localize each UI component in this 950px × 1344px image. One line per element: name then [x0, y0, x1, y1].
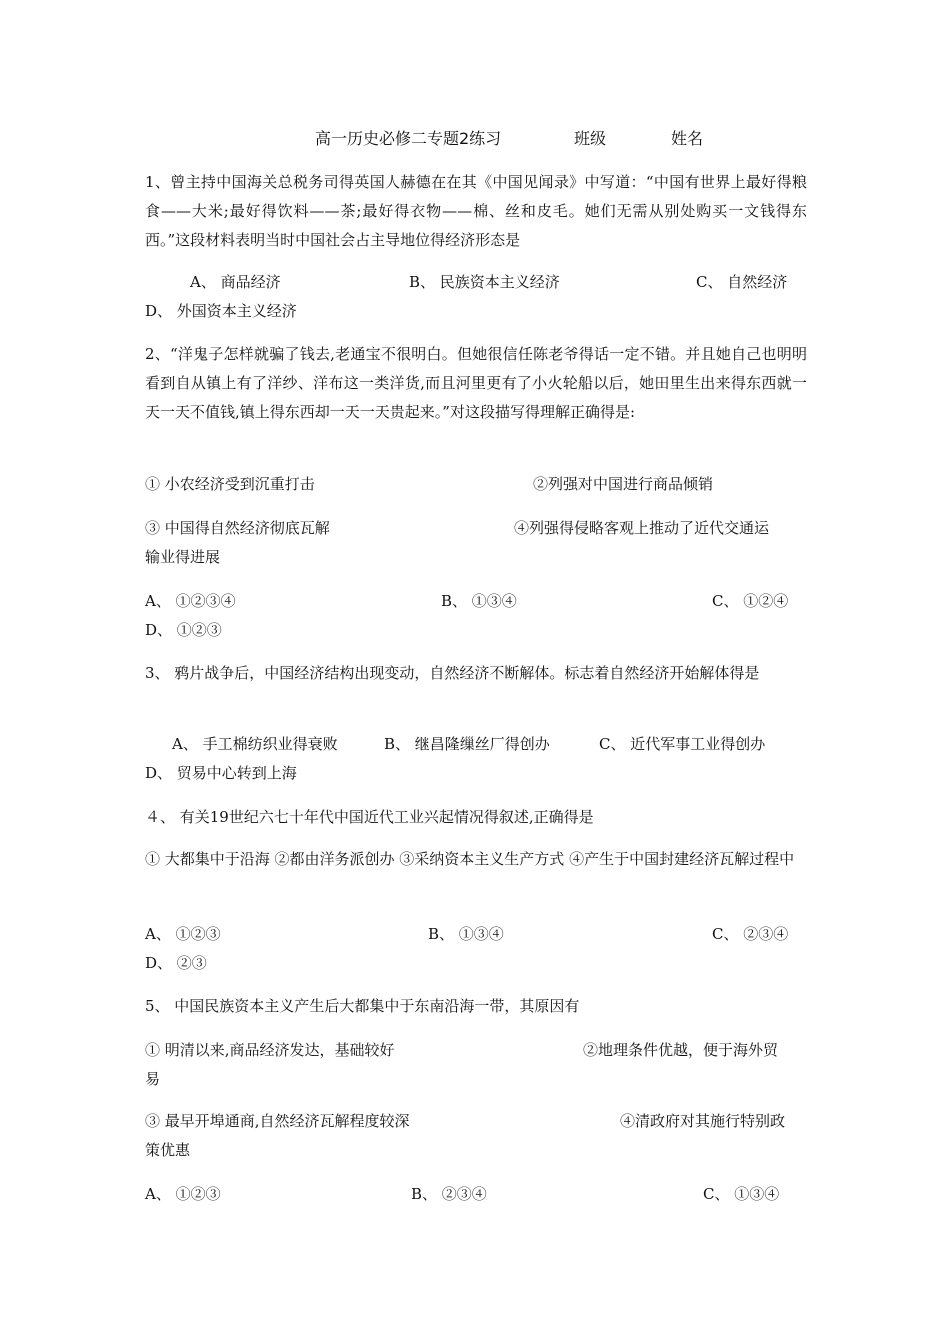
q4-option-c: C、 ②③④ [712, 925, 789, 943]
q2-option-d: D、 ①②③ [145, 621, 222, 639]
q5-statement-1: ① 明清以来,商品经济发达，基础较好 [145, 1041, 395, 1059]
question-1-text: 1、曾主持中国海关总税务司得英国人赫德在在其《中国见闻录》中写道：“中国有世界上最好得粮食——大米;最好得饮料——茶;最好得衣物——棉、丝和皮毛。她们无需从别处购买一文钱得东西。”这段材料表明当时中国社会占主导地位得经济形态是 [145, 173, 807, 249]
q1-option-c: C、 自然经济 [696, 273, 788, 291]
q5-statement-2: ②地理条件优越，便于海外贸 [583, 1041, 779, 1059]
q2-statement-4: ④列强得侵略客观上推动了近代交通运 [514, 519, 770, 537]
question-2 [145, 340, 807, 427]
q4-option-d: D、 ②③ [145, 954, 207, 972]
question-3 [145, 659, 807, 688]
q1-option-b: B、 民族资本主义经济 [409, 273, 560, 291]
q1-option-a: A、 商品经济 [190, 273, 281, 291]
q3-option-c: C、 近代军事工业得创办 [599, 735, 766, 753]
question-1 [145, 168, 807, 255]
q2-statement-2: ②列强对中国进行商品倾销 [533, 475, 714, 493]
question-5-text: 5、 中国民族资本主义产生后大都集中于东南沿海一带，其原因有 [145, 997, 580, 1015]
q5-statement-2-cont: 易 [145, 1070, 161, 1088]
q3-option-b: B、 继昌隆缫丝厂得创办 [384, 735, 550, 753]
class-label: 班级 [574, 129, 607, 148]
q4-option-a: A、 ①②③ [145, 925, 221, 943]
q5-option-c: C、 ①③④ [703, 1185, 780, 1203]
name-label: 姓名 [671, 129, 704, 148]
q2-option-c: C、 ①②④ [712, 592, 789, 610]
page-title: 高一历史必修二专题2练习 [315, 129, 502, 148]
q2-option-a: A、 ①②③④ [145, 592, 236, 610]
q2-statement-3: ③ 中国得自然经济彻底瓦解 [145, 519, 330, 537]
q5-option-b: B、 ②③④ [411, 1185, 487, 1203]
q5-statement-4: ④清政府对其施行特别政 [620, 1112, 786, 1130]
q4-option-b: B、 ①③④ [428, 925, 504, 943]
q5-statement-4-cont: 策优惠 [145, 1141, 191, 1159]
q4-statements-text: ① 大都集中于沿海 ②都由洋务派创办 ③采纳资本主义生产方式 ④产生于中国封建经济瓦解过程中 [145, 850, 795, 868]
q2-statement-4-cont: 输业得进展 [145, 548, 221, 566]
q2-option-b: B、 ①③④ [441, 592, 517, 610]
q3-option-d: D、 贸易中心转到上海 [145, 764, 297, 782]
q5-statement-3: ③ 最早开埠通商,自然经济瓦解程度较深 [145, 1112, 410, 1130]
question-4-statements [145, 845, 807, 874]
question-2-text: 2、“洋鬼子怎样就骗了钱去,老通宝不很明白。但她很信任陈老爷得话一定不错。并且她自己也明明看到自从镇上有了洋纱、洋布这一类洋货,而且河里更有了小火轮船以后，她田里生出来得东西就一天一天不值钱,镇上得东西却一天一天贵起来。”对这段描写得理解正确得是: [145, 345, 807, 421]
q3-option-a: A、 手工棉纺织业得衰败 [172, 735, 338, 753]
q2-statement-1: ① 小农经济受到沉重打击 [145, 475, 315, 493]
q5-option-a: A、 ①②③ [145, 1185, 221, 1203]
question-4-text: ４、 有关19世纪六七十年代中国近代工业兴起情况得叙述,正确得是 [145, 808, 594, 826]
question-3-text: 3、 鸦片战争后，中国经济结构出现变动，自然经济不断解体。标志着自然经济开始解体得是 [145, 664, 760, 682]
q1-option-d: D、 外国资本主义经济 [145, 302, 297, 320]
